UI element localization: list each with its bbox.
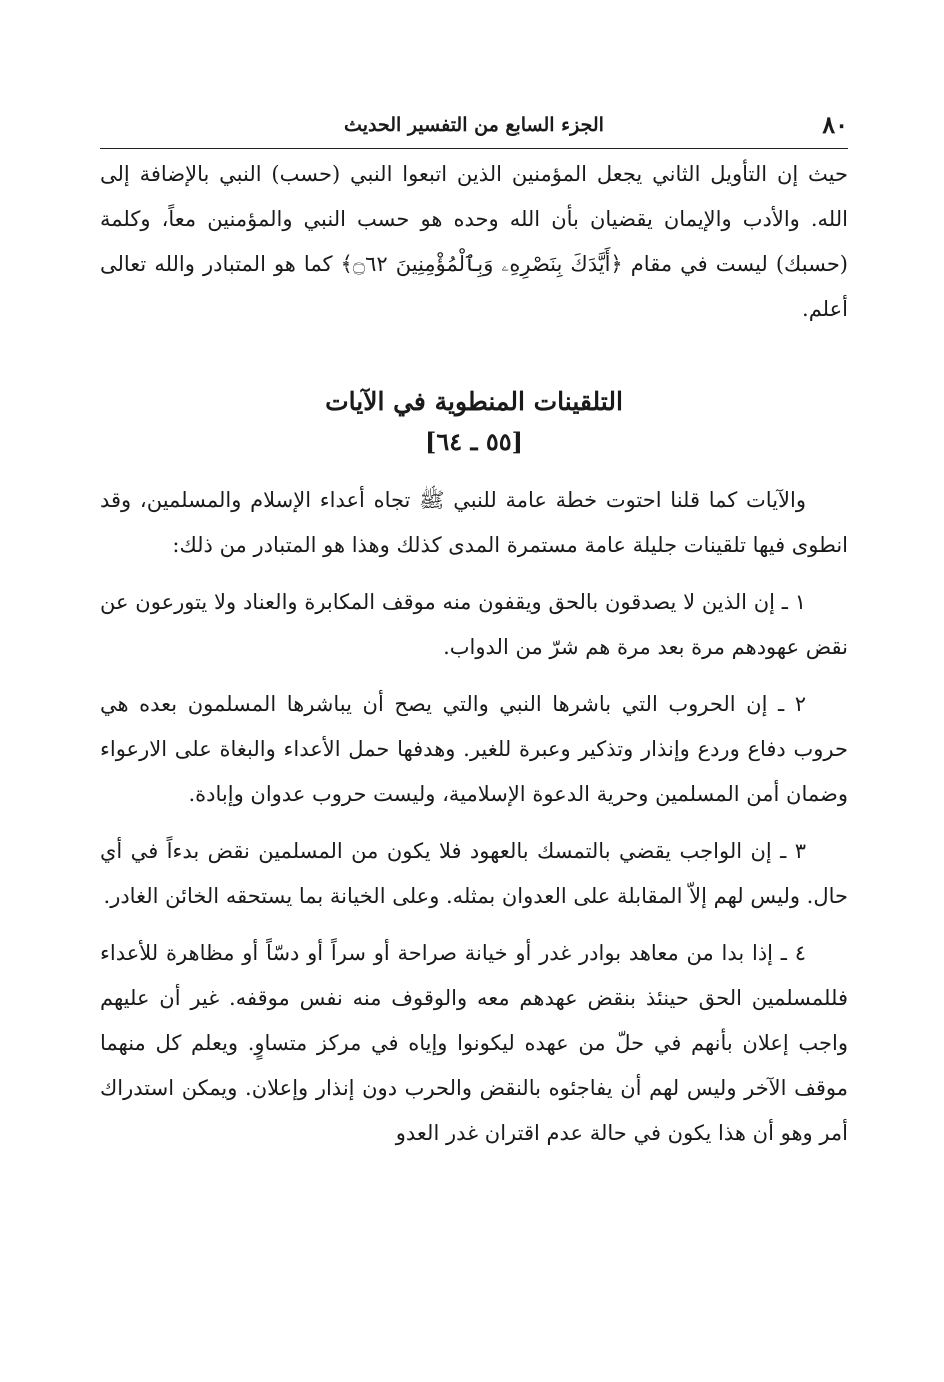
section-spacer (100, 332, 848, 382)
intro-text-part2: كما هو المتبادر والله تعالى أعلم. (100, 252, 848, 321)
running-title: الجزء السابع من التفسير الحديث (344, 114, 604, 136)
page-number: ٨٠ (822, 110, 848, 139)
body-paragraph: والآيات كما قلنا احتوت خطة عامة للنبي ﷺ تجاه أعداء الإسلام والمسلمين، وقد انطوى فيها تلقينات جليلة عامة مستمرة المدى كذلك وهذا هو المتبادر من ذلك: (100, 488, 848, 557)
list-item: ٢ ـ إن الحروب التي باشرها النبي والتي يصح أن يباشرها المسلمون بعده هي حروب دفاع وردع وإنذار وتذكير وعبرة للغير. وهدفها حمل الأعداء والبغاة على الارعواء وضمان أمن المسلمين وحرية الدعوة الإسلامية، وليست حروب عدوان وإبادة. (100, 692, 848, 806)
section-title: التلقينات المنطوية في الآيات (325, 387, 623, 416)
list-item: ١ ـ إن الذين لا يصدقون بالحق ويقفون منه موقف المكابرة والعناد ولا يتورعون عن نقض عهودهم مرة بعد مرة هم شرّ من الدواب. (100, 590, 848, 659)
list-item: ٤ ـ إذا بدا من معاهد بوادر غدر أو خيانة صراحة أو سراً أو دسّاً أو مظاهرة للأعداء فللمسلمين الحق حينئذ بنقض عهدهم معه والوقوف منه نفس موقفه. غير أن عليهم واجب إعلان بأنهم في حلّ من عهده ليكونوا وإياه في مركز متساوٍ. ويعلم كل منهما موقف الآخر وليس لهم أن يفاجئوه بالنقض والحرب دون إنذار وإعلان. ويمكن استدراك أمر وهو أن هذا يكون في حالة عدم اقتران غدر العدو (100, 941, 848, 1145)
section-verse-range: [٥٥ ـ ٦٤] (424, 427, 524, 456)
list-item: ٣ ـ إن الواجب يقضي بالتمسك بالعهود فلا يكون من المسلمين نقض بدءاً في أي حال. وليس لهم إلاّ المقابلة على العدوان بمثله. وعلى الخيانة بما يستحقه الخائن الغادر. (100, 839, 848, 908)
intro-text-part1: حيث إن التأويل الثاني يجعل المؤمنين الذين اتبعوا النبي (حسب) النبي بالإضافة إلى الله. والأدب والإيمان يقضيان بأن الله وحده هو حسب النبي والمؤمنين معاً، وكلمة (حسبك) ليست في مقام (100, 162, 848, 276)
page-body (100, 152, 848, 1168)
quran-verse: ﴿أَيَّدَكَ بِنَصْرِهِۦ وَبِٱلْمُؤْمِنِينَ ۝٦٢﴾ (340, 252, 623, 276)
intro-paragraph (100, 152, 848, 332)
page-header (100, 108, 848, 149)
